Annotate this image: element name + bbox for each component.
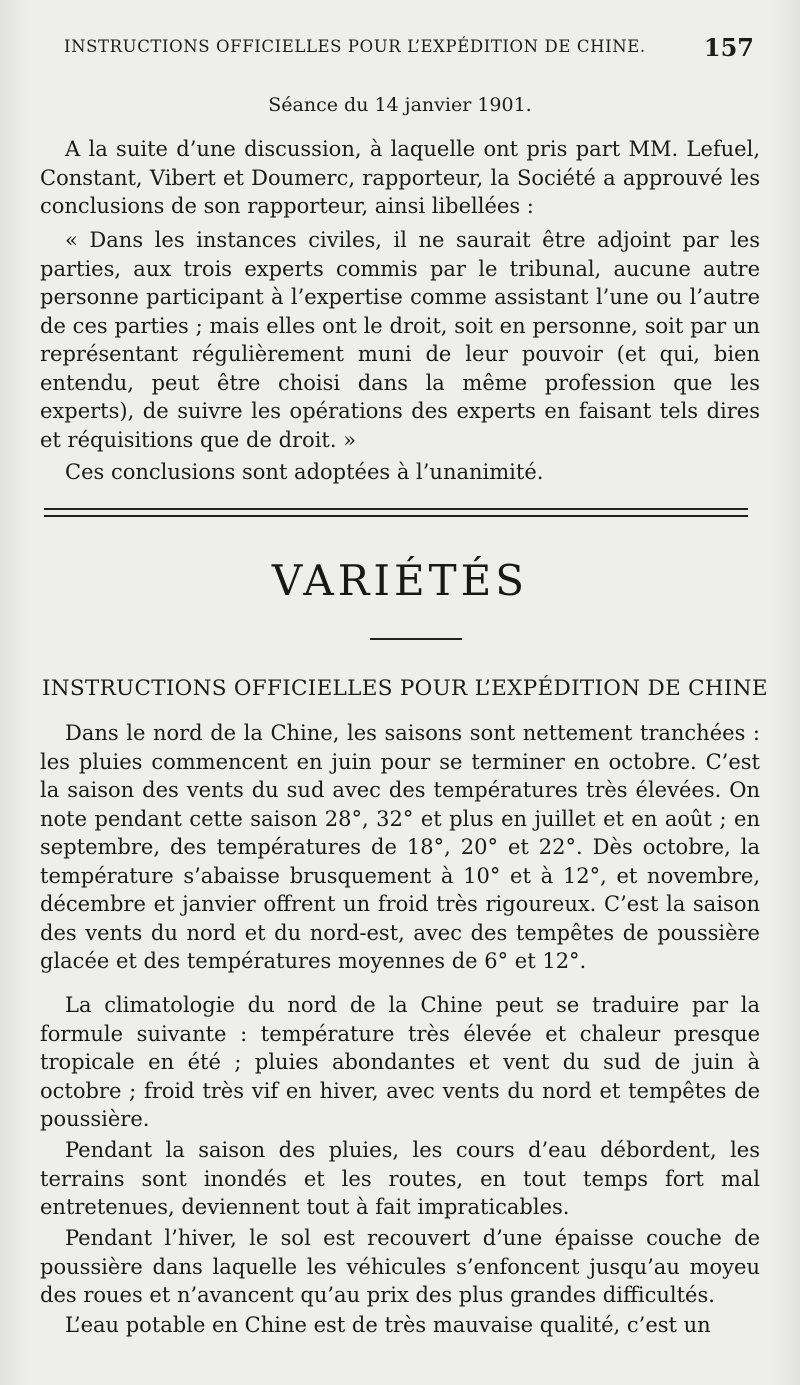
page-number: 157: [703, 33, 754, 62]
running-title: INSTRUCTIONS OFFICIELLES POUR L’EXPÉDITION DE CHINE.: [64, 37, 646, 56]
article-paragraph-rainy-season: Pendant la saison des pluies, les cours d’eau débordent, les terrains sont inondés et les routes, en tout temps fort mal entretenues, deviennent tout à fait impraticables.: [40, 1138, 760, 1219]
session-paragraph-intro: A la suite d’une discussion, à laquelle ont pris part MM. Lefuel, Constant, Vibert et Doumerc, rapporteur, la Société a approuvé les conclusions de son rapporteur, ainsi libellées :: [40, 137, 760, 218]
article-paragraph-climatology: La climatologie du nord de la Chine peut se traduire par la formule suivante : température très élevée et chaleur presque tropicale en été ; pluies abondantes et vent du sud de juin à octobre ; froid très vif en hiver, avec vents du nord et tempêtes de poussière.: [40, 993, 760, 1131]
article-paragraph-winter: Pendant l’hiver, le sol est recouvert d’une épaisse couche de poussière dans laquelle les véhicules s’enfoncent jusqu’au moyeu des roues et n’avancent qu’au prix des plus grandes difficultés.: [40, 1226, 760, 1307]
session-date: Séance du 14 janvier 1901.: [268, 94, 532, 116]
article-paragraph-water: L’eau potable en Chine est de très mauvaise qualité, c’est un: [65, 1313, 711, 1337]
double-rule-separator: [44, 508, 748, 519]
session-paragraph-conclusions: « Dans les instances civiles, il ne saurait être adjoint par les parties, aux trois experts commis par le tribunal, aucune autre personne participant à l’expertise comme assistant l’une ou l’autre de ces parties ; mais elles ont le droit, soit en personne, soit par un représentant régulièrement muni de leur pouvoir (et qui, bien entendu, peut être choisi dans la même profession que les experts), de suivre les opérations des experts en faisant tels dires et réquisitions que de droit. »: [40, 228, 760, 452]
section-title-rule: [370, 638, 462, 640]
separator-line-bottom: [44, 515, 748, 517]
article-heading: INSTRUCTIONS OFFICIELLES POUR L’EXPÉDITION DE CHINE: [42, 676, 768, 701]
section-title: VARIÉTÉS: [271, 556, 529, 605]
separator-line-top: [44, 508, 748, 510]
session-paragraph-adoption: Ces conclusions sont adoptées à l’unanimité.: [65, 460, 544, 484]
article-paragraph-seasons: Dans le nord de la Chine, les saisons sont nettement tranchées : les pluies commencent en juin pour se terminer en octobre. C’est la saison des vents du sud avec des températures très élevées. On note pendant cette saison 28°, 32° et plus en juillet et en août ; en septembre, des températures de 18°, 20° et 22°. Dès octobre, la température s’abaisse brusquement à 10° et à 12°, et novembre, décembre et janvier offrent un froid très rigoureux. C’est la saison des vents du nord et du nord-est, avec des tempêtes de poussière glacée et des températures moyennes de 6° et 12°.: [40, 721, 760, 973]
running-header: [64, 34, 754, 60]
